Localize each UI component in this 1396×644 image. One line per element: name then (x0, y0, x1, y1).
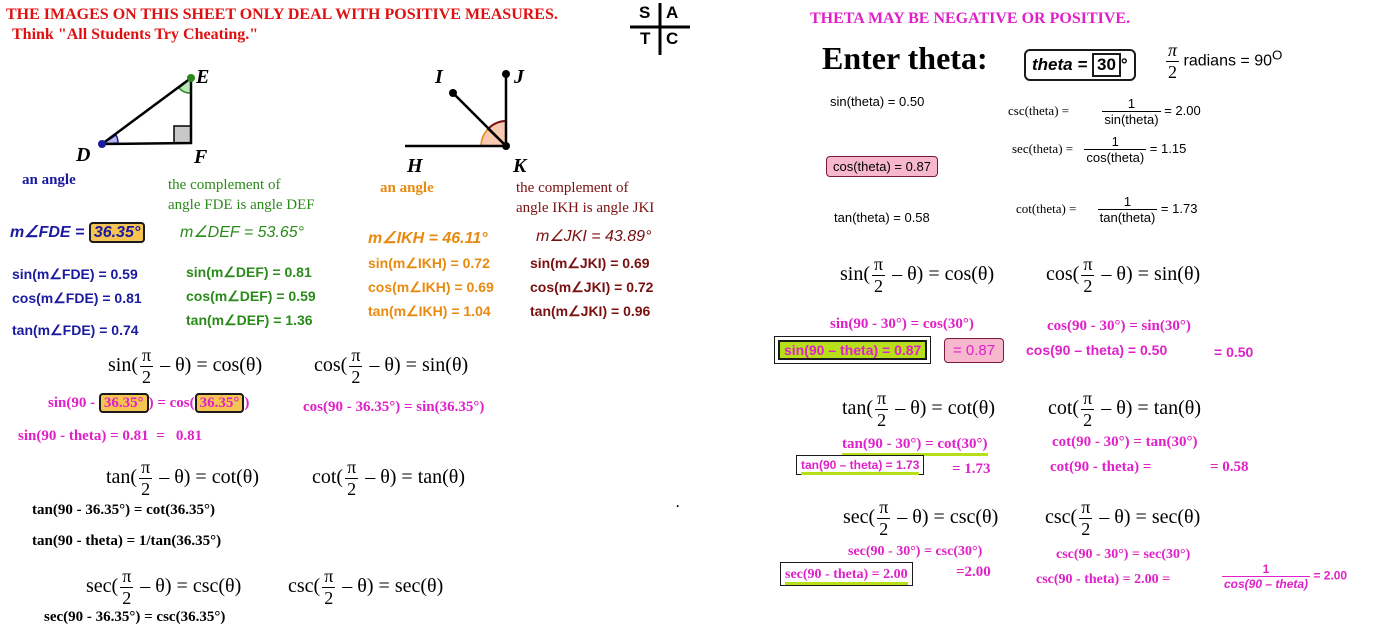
example-tan-theta: tan(90 - theta) = 1/tan(36.35°) (32, 533, 222, 549)
identity-cos-lhs: cos( (314, 354, 348, 377)
tan90-theta-frame (796, 455, 924, 475)
cot-theta-readout (1016, 194, 1197, 225)
fde-tan: tan(m∠FDE) = 0.74 (12, 322, 139, 338)
logo-a: A (666, 3, 679, 22)
identity-sec-cofunction-left (86, 566, 241, 609)
example-sec-30: sec(90 - 30°) = csc(30°) (848, 544, 983, 559)
csc-numerator: 1 (1102, 96, 1160, 112)
identity-sin-cofunction-left (108, 345, 262, 388)
identity-sin-rhs: – θ) = cos(θ) (155, 354, 263, 377)
vertex-label-e: E (196, 66, 210, 88)
sin90-theta-readout: sin(90 – theta) = 0.87 (778, 340, 927, 360)
identity-sec-lhs: sec( (843, 506, 876, 529)
measure-ikh: m∠IKH = 46.11° (368, 230, 488, 247)
complement-caption-1b: angle FDE is angle DEF (168, 197, 315, 213)
identity-sec-rhs: – θ) = csc(θ) (135, 575, 242, 598)
vertex-label-h: H (407, 155, 423, 177)
measure-fde-input[interactable]: 36.35° (89, 222, 145, 243)
example-tan-36: tan(90 - 36.35°) = cot(36.35°) (32, 502, 216, 518)
logo-c: C (666, 29, 679, 48)
two-denominator: 2 (879, 519, 889, 539)
jki-sin: sin(m∠JKI) = 0.69 (530, 255, 650, 271)
def-cos: cos(m∠DEF) = 0.59 (186, 288, 316, 304)
fde-trig-list (12, 260, 142, 344)
cos90-theta-readout: cos(90 – theta) = 0.50 (1026, 342, 1168, 358)
jki-tan: tan(m∠JKI) = 0.96 (530, 303, 651, 319)
two-denominator: 2 (1083, 410, 1093, 430)
triangle-def-figure (70, 60, 230, 170)
two-denominator: 2 (351, 367, 361, 387)
csc-theta-readout (1008, 96, 1201, 127)
jki-cos: cos(m∠JKI) = 0.72 (530, 279, 654, 295)
stray-dot: . (676, 496, 680, 510)
tan-theta-readout: tan(theta) = 0.58 (834, 210, 930, 225)
identity-sec-rhs: – θ) = csc(θ) (892, 506, 999, 529)
csc90-value: = 2.00 (1313, 568, 1348, 583)
cos-theta-readout: cos(theta) = 0.87 (826, 156, 938, 177)
csc90-theta-lhs: csc(90 - theta) = 2.00 = (1036, 572, 1171, 587)
tan90-theta-equals: = 1.73 (952, 461, 991, 477)
identity-sin-cofunction-right (840, 254, 994, 297)
example-sin-36-a: sin(90 - (48, 395, 99, 411)
sheet-title: THE IMAGES ON THIS SHEET ONLY DEAL WITH POSITIVE MEASURES. (6, 6, 558, 23)
example-sin-theta: sin(90 - theta) = 0.81 = 0.81 (18, 428, 203, 444)
jki-trig-list (530, 251, 653, 323)
ikh-trig-list (368, 251, 494, 323)
pi-numerator: π (1083, 388, 1093, 408)
pi-numerator: π (347, 457, 357, 477)
cot-label: cot(theta) = (1016, 200, 1080, 216)
theta-label: theta = (1032, 55, 1092, 74)
complement-caption-2b: angle IKH is angle JKI (516, 200, 655, 216)
example-sin-36-val1: 36.35° (99, 393, 149, 413)
csc90-numerator: 1 (1222, 562, 1310, 577)
csc-denominator: sin(theta) (1104, 112, 1159, 127)
cos90-theta-equals: = 0.50 (1214, 344, 1254, 360)
pi-numerator: π (141, 457, 151, 477)
sec-value: = 1.15 (1149, 140, 1187, 156)
pi-numerator: π (351, 345, 361, 365)
sheet-subtitle: Think "All Students Try Cheating." (12, 26, 259, 43)
two-denominator: 2 (347, 479, 357, 499)
logo-s: S (639, 3, 651, 22)
pi-numerator: π (879, 497, 889, 517)
identity-csc-rhs: – θ) = sec(θ) (1094, 506, 1201, 529)
tan90-theta-readout: tan(90 – theta) = 1.73 (801, 458, 919, 475)
two-denominator: 2 (1168, 62, 1178, 82)
vertex-label-i: I (435, 66, 443, 88)
ikh-tan: tan(m∠IKH) = 1.04 (368, 303, 491, 319)
right-title: THETA MAY BE NEGATIVE OR POSITIVE. (810, 10, 1131, 27)
measure-jki: m∠JKI = 43.89° (536, 228, 652, 245)
csc-label: csc(theta) = (1008, 102, 1073, 118)
radians-text: radians = 90 (1183, 52, 1272, 70)
pi-numerator: π (877, 388, 887, 408)
cot-value: = 1.73 (1160, 200, 1198, 216)
def-sin: sin(m∠DEF) = 0.81 (186, 264, 312, 280)
two-denominator: 2 (877, 410, 887, 430)
two-denominator: 2 (324, 588, 334, 608)
sec-denominator: cos(theta) (1086, 150, 1145, 165)
pi-numerator: π (122, 566, 132, 586)
sin90-theta-equals: = 0.87 (944, 338, 1004, 363)
sec-numerator: 1 (1084, 134, 1146, 150)
csc90-denominator: cos(90 – theta) (1224, 577, 1309, 591)
identity-cot-lhs: cot( (1048, 397, 1080, 420)
vertex-label-k: K (513, 155, 527, 177)
sec-label: sec(theta) = (1012, 140, 1077, 156)
two-denominator: 2 (874, 276, 884, 296)
example-sin-30: sin(90 - 30°) = cos(30°) (830, 316, 974, 332)
vertex-label-d: D (76, 144, 91, 166)
measure-fde-label: m∠FDE = (10, 224, 89, 241)
an-angle-caption-2: an angle (380, 180, 434, 196)
identity-cos-rhs: – θ) = sin(θ) (1096, 263, 1201, 286)
sec-theta-readout (1012, 134, 1186, 165)
identity-tan-rhs: – θ) = cot(θ) (890, 397, 996, 420)
def-tan: tan(m∠DEF) = 1.36 (186, 312, 313, 328)
satc-quadrant-logo (630, 3, 690, 55)
csc90-theta-readout (1036, 572, 1170, 588)
theta-input[interactable]: 30 (1092, 53, 1121, 77)
angle-ikh-figure (395, 60, 545, 180)
identity-tan-lhs: tan( (106, 466, 138, 489)
example-cot-30: cot(90 - 30°) = tan(30°) (1052, 434, 1198, 450)
measure-def: m∠DEF = 53.65° (180, 224, 305, 241)
identity-tan-cofunction-left (106, 457, 259, 500)
complement-caption-2a: the complement of (516, 180, 629, 196)
vertex-label-f: F (194, 146, 208, 168)
theta-input-box[interactable] (1024, 49, 1136, 81)
two-denominator: 2 (1081, 519, 1091, 539)
radians-readout (1166, 40, 1282, 83)
theta-degree-unit: ° (1120, 55, 1128, 74)
two-denominator: 2 (141, 479, 151, 499)
identity-cot-lhs: cot( (312, 466, 344, 489)
identity-csc-cofunction-left (288, 566, 443, 609)
identity-csc-cofunction-right (1045, 497, 1200, 540)
pi-numerator: π (1081, 497, 1091, 517)
pi-numerator: π (874, 254, 884, 274)
identity-cos-rhs: – θ) = sin(θ) (364, 354, 469, 377)
radians-degree-sup: O (1272, 47, 1283, 63)
ikh-cos: cos(m∠IKH) = 0.69 (368, 279, 494, 295)
sec90-theta-equals: =2.00 (956, 564, 991, 580)
sec90-theta-frame (780, 562, 913, 586)
identity-tan-cofunction-right (842, 388, 995, 431)
identity-sec-cofunction-right (843, 497, 998, 540)
complement-caption-1a: the complement of (168, 177, 281, 193)
identity-cos-lhs: cos( (1046, 263, 1080, 286)
identity-cot-cofunction-right (1048, 388, 1201, 431)
two-denominator: 2 (122, 588, 132, 608)
example-cos-30: cos(90 - 30°) = sin(30°) (1047, 318, 1191, 334)
pi-numerator: π (1083, 254, 1093, 274)
pi-numerator: π (324, 566, 334, 586)
example-sin-36-val2: 36.35° (195, 393, 245, 413)
logo-t: T (640, 29, 651, 48)
identity-cos-cofunction-right (1046, 254, 1200, 297)
cot-denominator: tan(theta) (1099, 210, 1156, 225)
example-sec-36: sec(90 - 36.35°) = csc(36.35°) (44, 609, 226, 625)
identity-sin-rhs: – θ) = cos(θ) (887, 263, 995, 286)
ikh-sin: sin(m∠IKH) = 0.72 (368, 255, 490, 271)
example-csc-30: csc(90 - 30°) = sec(30°) (1056, 547, 1191, 562)
enter-theta-heading: Enter theta: (822, 40, 988, 76)
cot90-theta-readout: cot(90 - theta) = (1050, 459, 1152, 475)
identity-cot-rhs: – θ) = tan(θ) (360, 466, 466, 489)
two-denominator: 2 (142, 367, 152, 387)
identity-sec-lhs: sec( (86, 575, 119, 598)
an-angle-caption-1: an angle (22, 172, 76, 188)
fde-sin: sin(m∠FDE) = 0.59 (12, 266, 138, 282)
sin-theta-readout: sin(theta) = 0.50 (830, 94, 925, 109)
example-sin-36-b: ) = cos( (148, 395, 195, 411)
identity-cos-cofunction-left (314, 345, 468, 388)
example-sin-36 (48, 395, 249, 412)
identity-sin-lhs: sin( (840, 263, 870, 286)
def-trig-list (186, 260, 316, 332)
csc90-theta-fraction (1222, 562, 1347, 591)
sec90-theta-readout: sec(90 - theta) = 2.00 (785, 567, 908, 585)
example-sin-36-c: ) (244, 395, 250, 411)
identity-sin-lhs: sin( (108, 354, 138, 377)
example-cos-36: cos(90 - 36.35°) = sin(36.35°) (303, 399, 485, 415)
identity-cot-rhs: – θ) = tan(θ) (1096, 397, 1202, 420)
vertex-label-j: J (514, 66, 524, 88)
cot-numerator: 1 (1098, 194, 1158, 210)
identity-tan-rhs: – θ) = cot(θ) (154, 466, 260, 489)
cot90-theta-equals: = 0.58 (1210, 459, 1249, 475)
sin90-theta-frame (774, 336, 931, 364)
identity-csc-lhs: csc( (288, 575, 321, 598)
csc-value: = 2.00 (1164, 102, 1201, 118)
fde-cos: cos(m∠FDE) = 0.81 (12, 290, 142, 306)
pi-numerator: π (142, 345, 152, 365)
pi-numerator: π (1168, 40, 1178, 60)
identity-csc-lhs: csc( (1045, 506, 1078, 529)
example-tan-30: tan(90 - 30°) = cot(30°) (842, 436, 988, 456)
measure-fde (10, 222, 145, 242)
identity-tan-lhs: tan( (842, 397, 874, 420)
identity-csc-rhs: – θ) = sec(θ) (337, 575, 444, 598)
two-denominator: 2 (1083, 276, 1093, 296)
identity-cot-cofunction-left (312, 457, 465, 500)
